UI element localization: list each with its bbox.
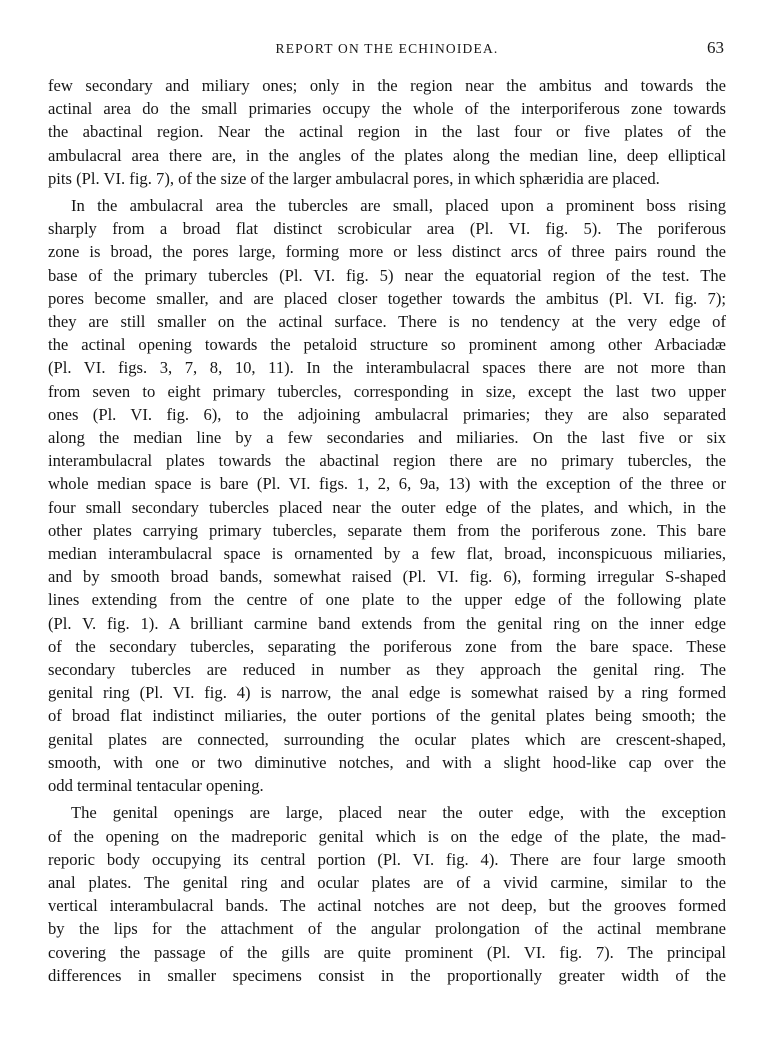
- text-line: whole median space is bare (Pl. VI. figs. 1, 2, 6, 9a, 13) with the exception of the three or: [48, 474, 726, 494]
- text-line: ambulacral area there are, in the angles of the plates along the median line, deep elliptical: [48, 145, 726, 165]
- paragraph-2: [48, 194, 726, 797]
- text-line: median interambulacral space is ornamented by a few flat, broad, inconspicuous miliaries,: [48, 544, 726, 564]
- text-line: genital ring (Pl. VI. fig. 4) is narrow, the anal edge is somewhat raised by a ring formed: [48, 683, 726, 703]
- text-line: In the ambulacral area the tubercles are small, placed upon a prominent boss rising: [71, 196, 726, 216]
- text-line: smooth, with one or two diminutive notches, and with a slight hood-like cap over the: [48, 752, 726, 772]
- text-line: (Pl. V. fig. 1). A brilliant carmine band extends from the genital ring on the inner edge: [48, 613, 726, 633]
- text-line: vertical interambulacral bands. The actinal notches are not deep, but the grooves formed: [48, 896, 726, 916]
- text-line: by the lips for the attachment of the angular prolongation of the actinal membrane: [48, 919, 726, 939]
- text-line: sharply from a broad flat distinct scrobicular area (Pl. VI. fig. 5). The poriferous: [48, 219, 726, 239]
- text-line: anal plates. The genital ring and ocular plates are of a vivid carmine, similar to the: [48, 872, 726, 892]
- text-line: secondary tubercles are reduced in number as they approach the genital ring. The: [48, 660, 726, 680]
- text-line: genital plates are connected, surrounding the ocular plates which are crescent-shaped,: [48, 729, 726, 749]
- text-line: pits (Pl. VI. fig. 7), of the size of the larger ambulacral pores, in which sphæridia are placed.: [48, 168, 660, 188]
- text-line: interambulacral plates towards the abactinal region there are no primary tubercles, the: [48, 451, 726, 471]
- text-line: reporic body occupying its central portion (Pl. VI. fig. 4). There are four large smooth: [48, 849, 726, 869]
- text-line: few secondary and miliary ones; only in the region near the ambitus and towards the: [48, 76, 726, 95]
- page-number: 63: [707, 38, 724, 57]
- paragraph-3: [48, 801, 726, 987]
- text-line: the actinal opening towards the petaloid structure so prominent among other Arbaciadæ: [48, 335, 726, 355]
- text-line: along the median line by a few secondaries and miliaries. On the last five or six: [48, 428, 726, 448]
- text-line: from seven to eight primary tubercles, corresponding in size, except the last two upper: [48, 381, 726, 401]
- text-line: zone is broad, the pores large, forming more or less distinct arcs of three pairs round the: [48, 242, 726, 262]
- running-head: [48, 38, 726, 62]
- text-line: other plates carrying primary tubercles, separate them from the poriferous zone. This bare: [48, 520, 726, 540]
- text-line: actinal area do the small primaries occupy the whole of the interporiferous zone towards: [48, 99, 726, 119]
- text-line: of broad flat indistinct miliaries, the outer portions of the genital plates being smooth; the: [48, 706, 726, 726]
- text-line: (Pl. VI. figs. 3, 7, 8, 10, 11). In the interambulacral spaces there are not more than: [48, 358, 726, 378]
- text-line: of the opening on the madreporic genital which is on the edge of the plate, the mad-: [48, 826, 726, 846]
- text-line: they are still smaller on the actinal surface. There is no tendency at the very edge of: [48, 312, 726, 332]
- text-line: ones (Pl. VI. fig. 6), to the adjoining ambulacral primaries; they are also separated: [48, 404, 726, 424]
- text-line: of the secondary tubercles, separating the poriferous zone from the bare space. These: [48, 636, 726, 656]
- text-line: base of the primary tubercles (Pl. VI. fig. 5) near the equatorial region of the test. The: [48, 265, 726, 285]
- running-title: REPORT ON THE ECHINOIDEA.: [275, 41, 499, 56]
- text-line: four small secondary tubercles placed near the outer edge of the plates, and which, in the: [48, 497, 726, 517]
- text-line: The genital openings are large, placed near the outer edge, with the exception: [71, 803, 726, 823]
- text-line: and by smooth broad bands, somewhat raised (Pl. VI. fig. 6), forming irregular S-shaped: [48, 567, 726, 587]
- text-line: odd terminal tentacular opening.: [48, 776, 264, 796]
- text-line: pores become smaller, and are placed closer together towards the ambitus (Pl. VI. fig. 7);: [48, 288, 726, 308]
- text-line: covering the passage of the gills are quite prominent (Pl. VI. fig. 7). The principal: [48, 942, 726, 962]
- paragraph-1: [48, 74, 726, 190]
- text-line: lines extending from the centre of one plate to the upper edge of the following plate: [48, 590, 726, 610]
- text-line: the abactinal region. Near the actinal region in the last four or five plates of the: [48, 122, 726, 142]
- text-line: differences in smaller specimens consist in the proportionally greater width of the: [48, 965, 726, 985]
- page: [48, 38, 726, 991]
